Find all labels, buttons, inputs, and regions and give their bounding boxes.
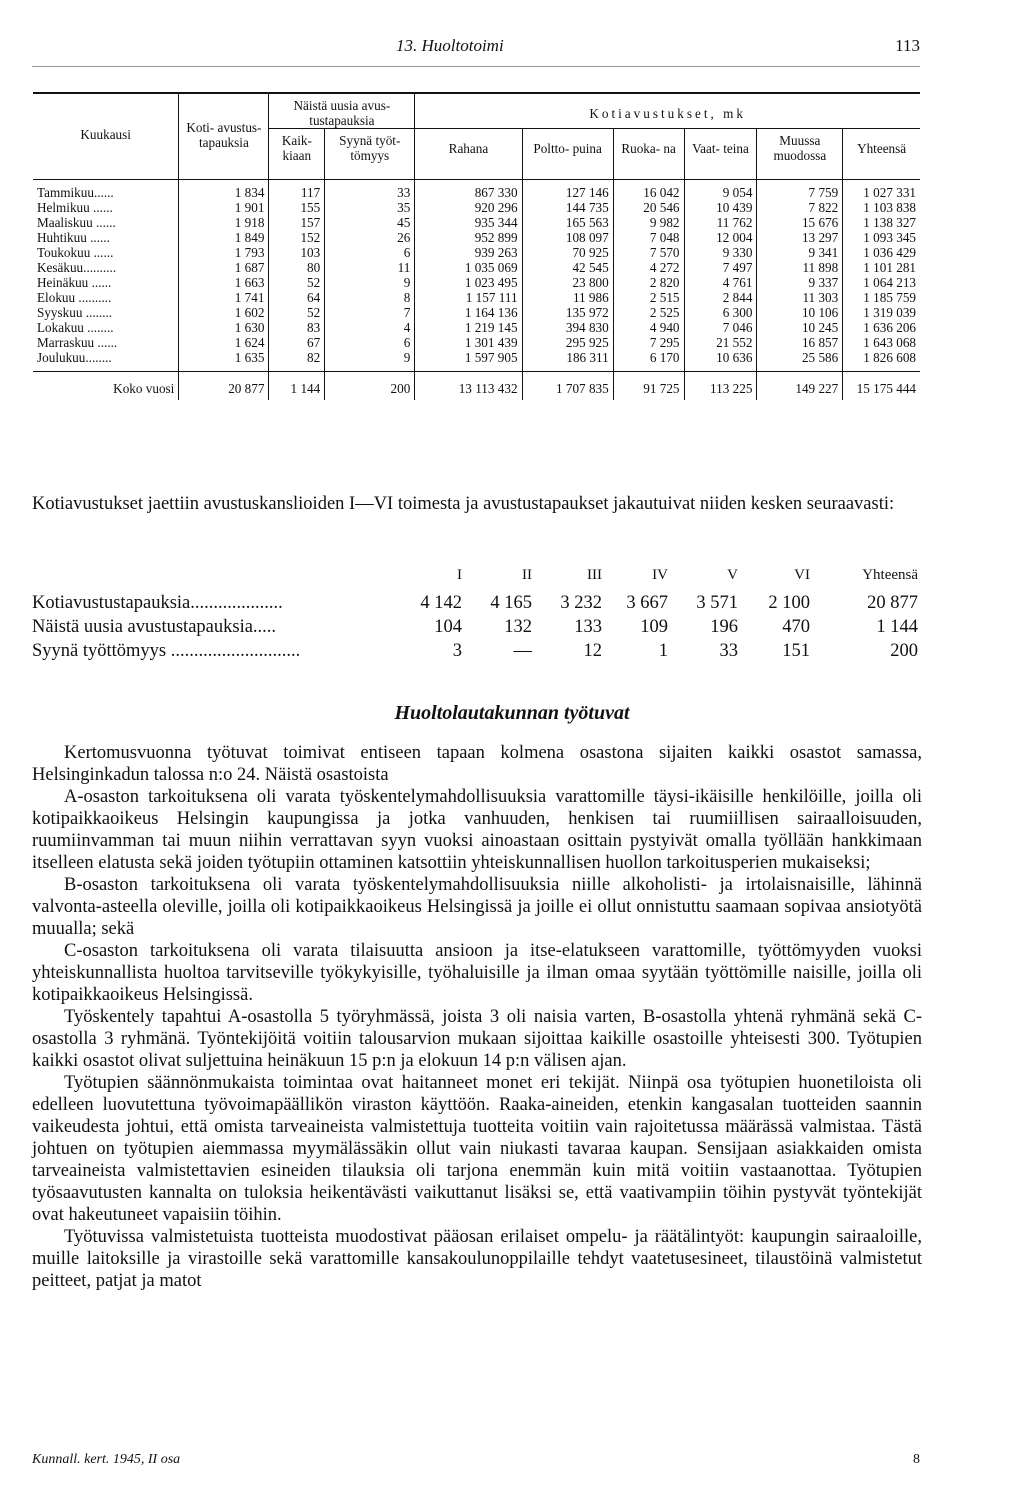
table-cell: 21 552 — [684, 335, 757, 350]
table-cell: 1 027 331 — [843, 180, 920, 201]
table-cell: 1 635 — [179, 350, 269, 365]
body-text — [32, 742, 922, 1292]
col-fuel: Poltto- puina — [522, 129, 613, 170]
table-cell: 144 735 — [522, 200, 613, 215]
month-name: Lokakuu ........ — [37, 320, 114, 335]
dist-col-header: V — [727, 567, 738, 583]
paragraph: Kertomusvuonna työtuvat toimivat entiseen tapaan kolmena osastona sijaiten kaikki osastot samassa, Helsinginkadun talossa n:o 24. Näistä osastoista — [32, 743, 922, 785]
table-cell: 1 036 429 — [843, 245, 920, 260]
table-cell: 7 570 — [613, 245, 684, 260]
table-cell: 1 602 — [179, 305, 269, 320]
table-cell: 4 272 — [613, 260, 684, 275]
table-cell: 11 303 — [757, 290, 843, 305]
table-cell: 867 330 — [415, 180, 522, 201]
dist-row-label: Syynä työttömyys ............................ — [32, 641, 301, 661]
dist-cell: 133 — [574, 617, 602, 637]
table-cell: 1 103 838 — [843, 200, 920, 215]
dist-col-header: III — [587, 567, 602, 583]
table-cell: 1 793 — [179, 245, 269, 260]
table-cell: 23 800 — [522, 275, 613, 290]
month-name: Marraskuu ...... — [37, 335, 118, 350]
table-cell: 6 — [325, 245, 415, 260]
dist-row-label: Kotiavustustapauksia.................... — [32, 593, 283, 613]
col-food: Ruoka- na — [613, 129, 684, 170]
table-cell: 4 940 — [613, 320, 684, 335]
table-cell: 10 636 — [684, 350, 757, 365]
dist-cell: 12 — [583, 641, 602, 661]
dist-col-header: IV — [652, 567, 668, 583]
month-row — [33, 335, 920, 350]
dist-cell: 3 — [452, 641, 462, 661]
table-cell: 52 — [269, 275, 325, 290]
dist-cell: 151 — [782, 641, 810, 661]
table-cell: 16 042 — [613, 180, 684, 201]
month-name: Kesäkuu.......... — [37, 260, 117, 275]
table-cell: 117 — [269, 180, 325, 201]
table-cell: 1 918 — [179, 215, 269, 230]
paragraph: Työtupien säännönmukaista toimintaa ovat haitanneet monet eri tekijät. Niinpä osa työtupien huonetiloista oli edelleen luovutettuna työvoimapäällikön viraston käyttöön. Raaka-aineiden, etenkin kangasalan tuotteiden saannin vaikeudesta johtui, että omista tarveaineista valmistettuja tuotteita voitiin vain rajoitetussa määrässä valmistaa. Tästä johtuen on työtupien aiemmassa myymälässäkin ollut vain niukasti tavaraa kaupan. Sensijaan asiakkaiden omista tarveaineista valmistettavien esineiden tilauksia oli tarjona enemmän kuin mitä voitiin vastaanottaa. Työtupien työsaavutusten kannalta on tuloksia heikentävästi vaikuttanut lisäksi se, että vaativampiin töihin pystyvät työntekijät ovat hakeutuneet vapaisiin töihin. — [32, 1073, 922, 1225]
month-name: Maaliskuu ...... — [37, 215, 116, 230]
table-cell: 33 — [325, 180, 415, 201]
table-cell: 1 834 — [179, 180, 269, 201]
table-cell: 10 439 — [684, 200, 757, 215]
dist-cell: 20 877 — [867, 593, 918, 613]
table-cell: 35 — [325, 200, 415, 215]
dist-cell: 109 — [640, 617, 668, 637]
table-cell: 52 — [269, 305, 325, 320]
table-cell: 935 344 — [415, 215, 522, 230]
table-cell: 7 497 — [684, 260, 757, 275]
dist-cell: 200 — [890, 641, 918, 661]
table-cell: 920 296 — [415, 200, 522, 215]
table-cell: 9 341 — [757, 245, 843, 260]
col-cash: Rahana — [415, 129, 522, 170]
table-cell: 2 515 — [613, 290, 684, 305]
dist-col-header: I — [457, 567, 462, 583]
running-title: 13. Huoltotoimi — [396, 36, 504, 55]
table-cell: 1 687 — [179, 260, 269, 275]
table-cell: 1 101 281 — [843, 260, 920, 275]
table-cell: 80 — [269, 260, 325, 275]
paragraph: C-osaston tarkoituksena oli varata tilaisuutta ansioon ja itse-elatukseen varattomille, työttömyyden vuoksi yhteiskunnallista huoltoa tarvitseville työkykyisille, työhaluisille ja ilman omaa syytään työttömille naisille, joilla oli kotipaikkaoikeus Helsingissä. — [32, 941, 922, 1005]
table-cell: 2 820 — [613, 275, 684, 290]
dist-col-header: Yhteensä — [862, 567, 918, 583]
dist-row — [32, 615, 918, 639]
table-cell: 7 — [325, 305, 415, 320]
table-cell: 7 046 — [684, 320, 757, 335]
paragraph: A-osaston tarkoituksena oli varata työskentelymahdollisuuksia varattomille täysi-ikäisille henkilöille, joilla oli kotipaikkaoikeus Helsingin kaupungissa ja jotka vanhuuden, henkisen tai ruumiillisen sairaalloisuuden, ruumiinvamman tai muun niihin verrattavan syyn vuoksi ainoastaan osittain pystyivät omalla työllään hankkimaan itselleen elatusta sekä joiden työtupiin ottaminen katsottiin yhteiskunnallisen huollon tarkoitusperien mukaiseksi; — [32, 787, 922, 873]
table-cell: 45 — [325, 215, 415, 230]
table-cell: 9 337 — [757, 275, 843, 290]
month-row — [33, 275, 920, 290]
dist-cell: 1 144 — [876, 617, 918, 637]
table-cell: 135 972 — [522, 305, 613, 320]
col-total: Yhteensä — [843, 129, 920, 170]
table-cell: 1 901 — [179, 200, 269, 215]
table-cell: 1 301 439 — [415, 335, 522, 350]
month-row — [33, 290, 920, 305]
monthly-aid-table — [33, 92, 920, 400]
table-cell: 9 054 — [684, 180, 757, 201]
table-cell: 952 899 — [415, 230, 522, 245]
col-other-form: Muussa muodossa — [757, 129, 843, 170]
table-cell: 1 035 069 — [415, 260, 522, 275]
table-cell: 9 982 — [613, 215, 684, 230]
table-cell: 11 898 — [757, 260, 843, 275]
table-cell: 7 759 — [757, 180, 843, 201]
table-cell: 1 597 905 — [415, 350, 522, 365]
table-cell: 152 — [269, 230, 325, 245]
dist-cell: 33 — [719, 641, 738, 661]
col-new-group: Näistä uusia avus- tustapauksia — [269, 93, 415, 129]
col-month: Kuukausi — [80, 127, 131, 142]
month-name: Heinäkuu ...... — [37, 275, 112, 290]
table-cell: 939 263 — [415, 245, 522, 260]
dist-cell: 2 100 — [768, 593, 810, 613]
table-cell: 1 219 145 — [415, 320, 522, 335]
table-cell: 1 319 039 — [843, 305, 920, 320]
source-note: Kunnall. kert. 1945, II osa — [32, 1452, 181, 1467]
month-name: Elokuu .......... — [37, 290, 112, 305]
table-cell: 7 295 — [613, 335, 684, 350]
total-cell: 1 144 — [269, 372, 325, 401]
month-row — [33, 320, 920, 335]
dist-cell: 4 165 — [490, 593, 532, 613]
table-cell: 10 245 — [757, 320, 843, 335]
dist-cell: 4 142 — [420, 593, 462, 613]
total-cell: 15 175 444 — [843, 372, 920, 401]
table-cell: 1 185 759 — [843, 290, 920, 305]
table-cell: 1 826 608 — [843, 350, 920, 365]
table-cell: 64 — [269, 290, 325, 305]
paragraph: Työskentely tapahtui A-osastolla 5 työryhmässä, joista 3 oli naisia varten, B-osastolla yhtenä ryhmänä sekä C-osastolla 3 ryhmänä. Työntekijöitä voitiin talousarvion mukaan sijoittaa kaikille osastoille yhteisesti 300. Työtupien kaikki osastot olivat suljettuina heinäkuun 15 p:n ja elokuun 14 p:n välisen ajan. — [32, 1007, 922, 1071]
table-cell: 15 676 — [757, 215, 843, 230]
paragraph: Työtuvissa valmistetuista tuotteista muodostivat pääosan erilaiset ompelu- ja räätälintyöt: kaupungin sairaaloille, muille laitoksille ja virastoille sekä varattomille kansakoulunoppilaille tehdyt vaatetusesineet, tilaustöinä valmistetut peitteet, patjat ja matot — [32, 1227, 922, 1291]
col-clothing: Vaat- teina — [684, 129, 757, 170]
total-cell: 149 227 — [757, 372, 843, 401]
section-heading: Huoltolautakunnan työtuvat — [394, 702, 630, 724]
table-cell: 13 297 — [757, 230, 843, 245]
table-cell: 82 — [269, 350, 325, 365]
dist-cell: 132 — [504, 617, 532, 637]
month-row — [33, 260, 920, 275]
table-cell: 9 — [325, 350, 415, 365]
page-footer — [32, 1452, 920, 1468]
table-cell: 103 — [269, 245, 325, 260]
table-cell: 1 849 — [179, 230, 269, 245]
table-cell: 6 170 — [613, 350, 684, 365]
month-name: Huhtikuu ...... — [37, 230, 110, 245]
intro-paragraph: Kotiavustukset jaettiin avustuskanslioiden I—VI toimesta ja avustustapaukset jakautuivat niiden kesken seuraavasti: — [32, 494, 895, 514]
total-cell: 13 113 432 — [415, 372, 522, 401]
page-number: 113 — [895, 36, 920, 55]
table-cell: 16 857 — [757, 335, 843, 350]
table-cell: 70 925 — [522, 245, 613, 260]
table-cell: 1 624 — [179, 335, 269, 350]
month-row — [33, 350, 920, 365]
table-cell: 10 106 — [757, 305, 843, 320]
month-row — [33, 200, 920, 215]
table-cell: 1 164 136 — [415, 305, 522, 320]
table-cell: 7 048 — [613, 230, 684, 245]
table-cell: 12 004 — [684, 230, 757, 245]
table-cell: 186 311 — [522, 350, 613, 365]
office-distribution-table — [32, 563, 918, 663]
dist-cell: 3 571 — [696, 593, 738, 613]
dist-cell: 3 667 — [626, 593, 668, 613]
total-row — [33, 372, 920, 401]
total-cell: 200 — [325, 372, 415, 401]
table-cell: 157 — [269, 215, 325, 230]
table-cell: 1 138 327 — [843, 215, 920, 230]
dist-row — [32, 639, 918, 663]
table-cell: 1 157 111 — [415, 290, 522, 305]
month-row — [33, 180, 920, 201]
col-aid-mk-group: Kotiavustukset, mk — [415, 93, 920, 129]
month-row — [33, 215, 920, 230]
table-cell: 67 — [269, 335, 325, 350]
table-cell: 295 925 — [522, 335, 613, 350]
col-cases: Koti- avustus- tapauksia — [179, 93, 269, 169]
dist-row-label: Näistä uusia avustustapauksia..... — [32, 617, 277, 637]
table-cell: 8 — [325, 290, 415, 305]
sheet-number: 8 — [913, 1452, 920, 1467]
table-cell: 11 762 — [684, 215, 757, 230]
table-cell: 4 — [325, 320, 415, 335]
month-name: Helmikuu ...... — [37, 200, 113, 215]
dist-col-header: II — [522, 567, 532, 583]
header-rule — [32, 66, 920, 67]
dist-cell: 104 — [434, 617, 462, 637]
col-new-total: Kaik- kiaan — [269, 129, 325, 170]
table-cell: 155 — [269, 200, 325, 215]
table-cell: 1 093 345 — [843, 230, 920, 245]
total-cell: 1 707 835 — [522, 372, 613, 401]
table-cell: 6 — [325, 335, 415, 350]
table-cell: 108 097 — [522, 230, 613, 245]
total-cell: 113 225 — [684, 372, 757, 401]
table-cell: 7 822 — [757, 200, 843, 215]
month-name: Tammikuu...... — [37, 185, 114, 200]
table-cell: 6 300 — [684, 305, 757, 320]
table-cell: 42 545 — [522, 260, 613, 275]
month-row — [33, 305, 920, 320]
dist-header-row — [32, 563, 918, 591]
dist-row — [32, 591, 918, 615]
month-name: Toukokuu ...... — [37, 245, 114, 260]
table-cell: 2 844 — [684, 290, 757, 305]
dist-cell: 3 232 — [560, 593, 602, 613]
table-cell: 1 741 — [179, 290, 269, 305]
month-name: Joulukuu........ — [37, 350, 112, 365]
table-cell: 9 330 — [684, 245, 757, 260]
dist-col-header: VI — [794, 567, 810, 583]
table-cell: 2 525 — [613, 305, 684, 320]
paragraph: B-osaston tarkoituksena oli varata työskentelymahdollisuuksia niille alkoholisti- ja irtolaisnaisille, lähinnä valvonta-asteella oleville, joilla oli kotipaikkaoikeus Helsingissä ja joille ei ollut onnistuttu saamaan sopivaa ansiotyötä muualla; sekä — [32, 875, 922, 939]
table-cell: 394 830 — [522, 320, 613, 335]
month-name: Syyskuu ........ — [37, 305, 113, 320]
month-row — [33, 230, 920, 245]
table-cell: 1 663 — [179, 275, 269, 290]
table-cell: 1 636 206 — [843, 320, 920, 335]
table-cell: 11 986 — [522, 290, 613, 305]
month-row — [33, 245, 920, 260]
dist-cell: 1 — [658, 641, 668, 661]
dist-cell: 470 — [782, 617, 810, 637]
total-label: Koko vuosi — [113, 381, 175, 396]
table-cell: 25 586 — [757, 350, 843, 365]
table-cell: 26 — [325, 230, 415, 245]
table-cell: 20 546 — [613, 200, 684, 215]
total-cell: 91 725 — [613, 372, 684, 401]
table-cell: 1 064 213 — [843, 275, 920, 290]
table-cell: 127 146 — [522, 180, 613, 201]
table-cell: 1 643 068 — [843, 335, 920, 350]
table-cell: 11 — [325, 260, 415, 275]
dist-cell: — — [513, 641, 532, 661]
table-cell: 1 630 — [179, 320, 269, 335]
table-cell: 9 — [325, 275, 415, 290]
table-cell: 1 023 495 — [415, 275, 522, 290]
total-cell: 20 877 — [179, 372, 269, 401]
col-unemployment: Syynä työt- tömyys — [325, 129, 415, 170]
table-cell: 165 563 — [522, 215, 613, 230]
table-cell: 4 761 — [684, 275, 757, 290]
dist-cell: 196 — [710, 617, 738, 637]
table-cell: 83 — [269, 320, 325, 335]
